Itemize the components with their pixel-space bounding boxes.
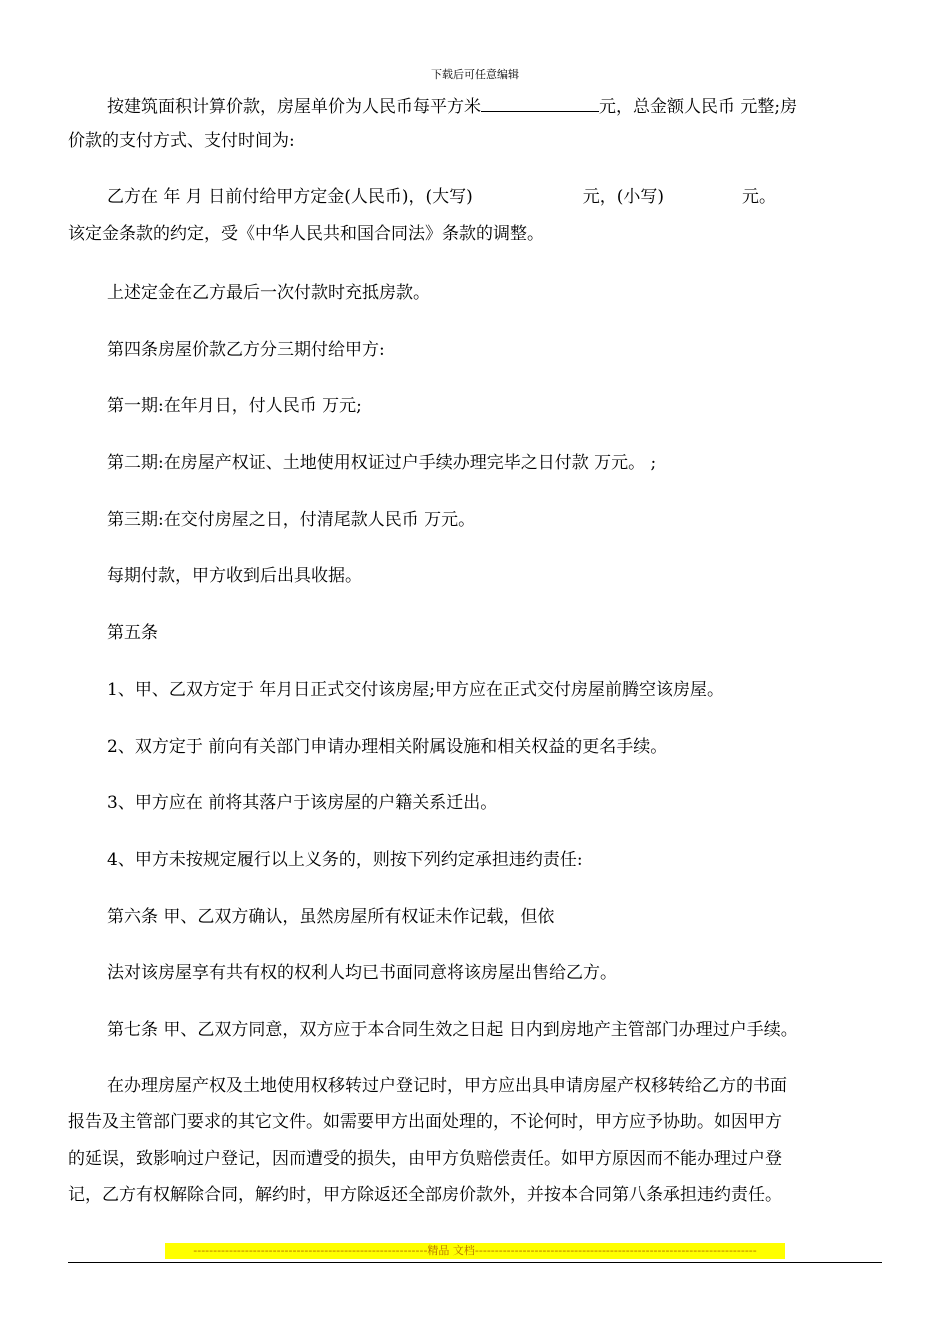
article-six: 第六条 甲、乙双方确认，虽然房屋所有权证未作记载，但依	[107, 907, 555, 927]
article-seven: 第七条 甲、乙双方同意，双方应于本合同生效之日起 日内到房地产主管部门办理过户手续。	[107, 1020, 798, 1040]
installment-one: 第一期:在年月日，付人民币 万元;	[107, 396, 362, 416]
unit-price-text: 按建筑面积计算价款，房屋单价为人民币每平方米	[107, 97, 481, 117]
page-footer: -----------------------------------------------------------精品 文档-----------------------------------------------------------------------	[165, 1243, 785, 1259]
deposit-lowercase: 元。	[742, 187, 777, 207]
payment-method-line: 价款的支付方式、支付时间为:	[68, 131, 295, 151]
article-five-heading: 第五条	[107, 623, 158, 643]
deposit-uppercase: 元，(小写)	[582, 187, 665, 207]
article-six-continued: 法对该房屋享有共有权的权利人均已书面同意将该房屋出售给乙方。	[107, 963, 617, 983]
deposit-text: 乙方在 年 月 日前付给甲方定金(人民币)，(大写)	[107, 187, 473, 207]
transfer-paragraph-line4: 记，乙方有权解除合同，解约时，甲方除返还全部房价款外，并按本合同第八条承担违约责任。	[68, 1185, 782, 1205]
deposit-clause-line: 该定金条款的约定，受《中华人民共和国合同法》条款的调整。	[68, 224, 544, 244]
unit-price-blank	[481, 95, 599, 112]
clause-5-4: 4、甲方未按规定履行以上义务的，则按下列约定承担违约责任:	[107, 850, 583, 870]
transfer-paragraph-line3: 的延误，致影响过户登记，因而遭受的损失，由甲方负赔偿责任。如甲方原因而不能办理过户登	[68, 1149, 782, 1169]
page-header: 下载后可任意编辑	[431, 68, 519, 81]
installment-three: 第三期:在交付房屋之日，付清尾款人民币 万元。	[107, 510, 476, 530]
total-price-text: 元，总金额人民币 元整;房	[599, 97, 798, 117]
transfer-paragraph-line2: 报告及主管部门要求的其它文件。如需要甲方出面处理的，不论何时，甲方应予协助。如因甲方	[68, 1112, 782, 1132]
paragraph-unit-price	[107, 95, 797, 117]
clause-5-2: 2、双方定于 前向有关部门申请办理相关附属设施和相关权益的更名手续。	[107, 737, 668, 757]
article-four-heading: 第四条房屋价款乙方分三期付给甲方:	[107, 340, 385, 360]
footer-divider	[68, 1262, 882, 1263]
paragraph-deposit-offset: 上述定金在乙方最后一次付款时充抵房款。	[107, 283, 430, 303]
installment-two: 第二期:在房屋产权证、土地使用权证过户手续办理完毕之日付款 万元。 ;	[107, 453, 657, 473]
clause-5-3: 3、甲方应在 前将其落户于该房屋的户籍关系迁出。	[107, 793, 498, 813]
paragraph-deposit	[107, 187, 776, 207]
transfer-paragraph-line1: 在办理房屋产权及土地使用权移转过户登记时，甲方应出具申请房屋产权移转给乙方的书面	[107, 1076, 787, 1096]
receipt-clause: 每期付款，甲方收到后出具收据。	[107, 566, 362, 586]
clause-5-1: 1、甲、乙双方定于 年月日正式交付该房屋;甲方应在正式交付房屋前腾空该房屋。	[107, 680, 724, 700]
